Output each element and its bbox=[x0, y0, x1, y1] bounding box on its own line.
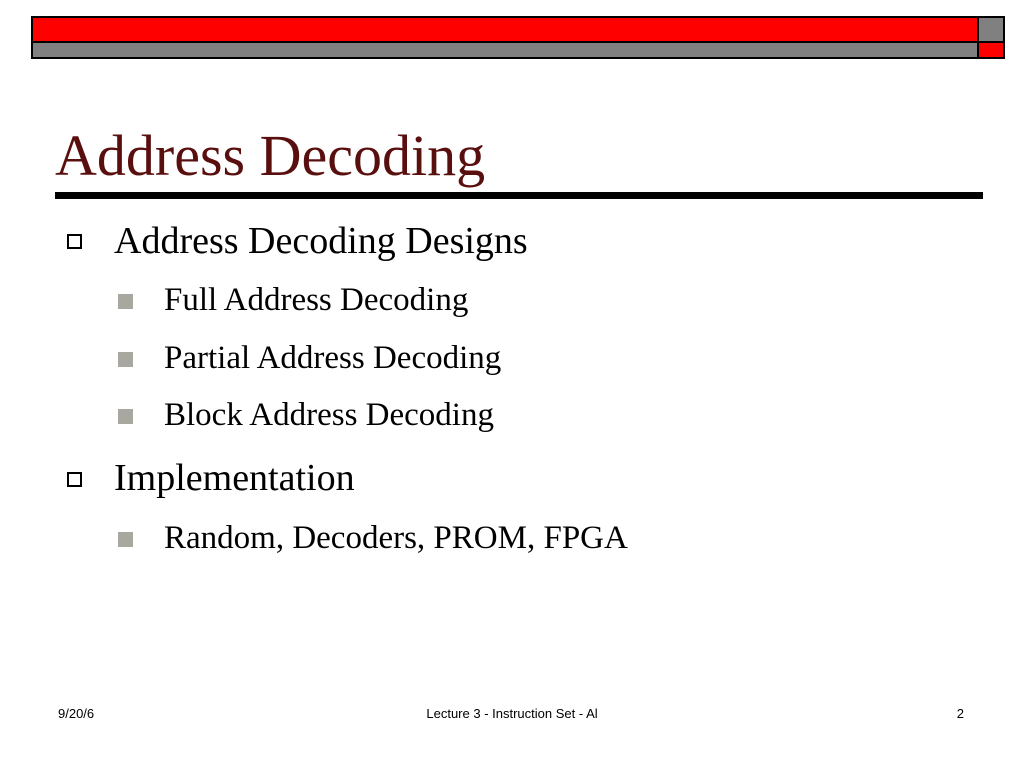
bullet-item: Address Decoding Designs bbox=[114, 220, 528, 262]
sub-bullet-item: Partial Address Decoding bbox=[164, 340, 502, 376]
sub-bullet-item: Full Address Decoding bbox=[164, 282, 469, 318]
footer-date: 9/20/6 bbox=[58, 706, 95, 721]
footer-lecture-title: Lecture 3 - Instruction Set - Al bbox=[426, 706, 598, 721]
hollow-square-bullet-icon bbox=[67, 472, 82, 487]
solid-square-bullet-icon bbox=[118, 352, 133, 367]
solid-square-bullet-icon bbox=[118, 532, 133, 547]
footer-page-number: 2 bbox=[956, 706, 964, 721]
header-band-grey bbox=[31, 41, 979, 59]
hollow-square-bullet-icon bbox=[67, 234, 82, 249]
slide-title: Address Decoding bbox=[55, 123, 486, 188]
header-band-red bbox=[31, 16, 979, 43]
title-underline bbox=[55, 192, 983, 199]
sub-bullet-item: Random, Decoders, PROM, FPGA bbox=[164, 520, 628, 556]
bullet-item: Implementation bbox=[114, 457, 355, 499]
sub-bullet-item: Block Address Decoding bbox=[164, 397, 494, 433]
header-band-red-square bbox=[977, 41, 1005, 59]
solid-square-bullet-icon bbox=[118, 409, 133, 424]
solid-square-bullet-icon bbox=[118, 294, 133, 309]
header-band-grey-square bbox=[977, 16, 1005, 43]
